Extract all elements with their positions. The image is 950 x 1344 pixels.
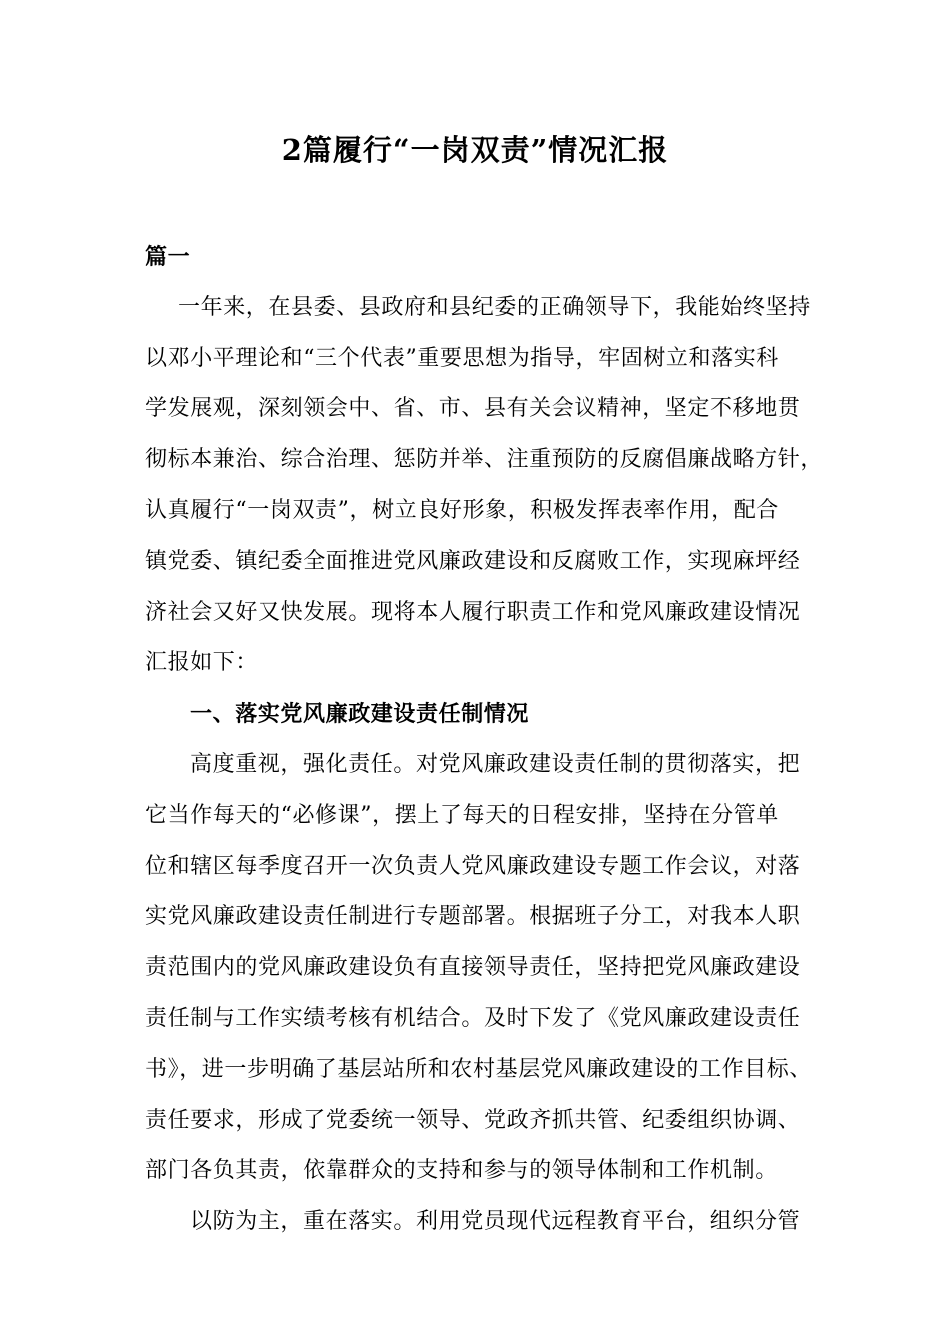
paragraph-line: 它当作每天的“必修课”，摆上了每天的日程安排，坚持在分管单	[145, 802, 779, 828]
paragraph-line: 责任制与工作实绩考核有机结合。及时下发了《党风廉政建设责任	[145, 1005, 801, 1031]
paragraph-line: 位和辖区每季度召开一次负责人党风廉政建设专题工作会议，对落	[145, 853, 801, 879]
paragraph-line: 认真履行“一岗双责”，树立良好形象，积极发挥表率作用，配合	[145, 497, 779, 523]
paragraph-line: 学发展观，深刻领会中、省、市、县有关会议精神，坚定不移地贯	[145, 396, 801, 422]
document-title: 2篇履行“一岗双责”情况汇报	[281, 133, 669, 167]
paragraph-line: 部门各负其责，依靠群众的支持和参与的领导体制和工作机制。	[145, 1158, 778, 1184]
paragraph-line: 责任要求，形成了党委统一领导、党政齐抓共管、纪委组织协调、	[145, 1107, 801, 1133]
paragraph-line: 镇党委、镇纪委全面推进党风廉政建设和反腐败工作，实现麻坪经	[145, 548, 801, 574]
document-body	[145, 232, 825, 1248]
paragraph-line: 书》，进一步明确了基层站所和农村基层党风廉政建设的工作目标、	[145, 1056, 813, 1082]
paragraph-line: 以邓小平理论和“三个代表”重要思想为指导，牢固树立和落实科	[145, 345, 779, 371]
paragraph-line: 责范围内的党风廉政建设负有直接领导责任，坚持把党风廉政建设	[145, 955, 801, 981]
paragraph-line: 一年来，在县委、县政府和县纪委的正确领导下，我能始终坚持	[178, 294, 811, 320]
paragraph-line: 济社会又好又快发展。现将本人履行职责工作和党风廉政建设情况	[145, 599, 801, 625]
section-heading: 篇一	[145, 244, 191, 270]
paragraph-line: 以防为主，重在落实。利用党员现代远程教育平台，组织分管	[190, 1209, 801, 1235]
paragraph-line: 彻标本兼治、综合治理、惩防并举、注重预防的反腐倡廉战略方针，	[145, 447, 824, 473]
paragraph-line: 汇报如下：	[145, 650, 259, 676]
paragraph-line: 实党风廉政建设责任制进行专题部署。根据班子分工，对我本人职	[145, 904, 801, 930]
paragraph-line: 高度重视，强化责任。对党风廉政建设责任制的贯彻落实，把	[190, 751, 801, 777]
section-heading: 一、落实党风廉政建设责任制情况	[190, 701, 530, 728]
